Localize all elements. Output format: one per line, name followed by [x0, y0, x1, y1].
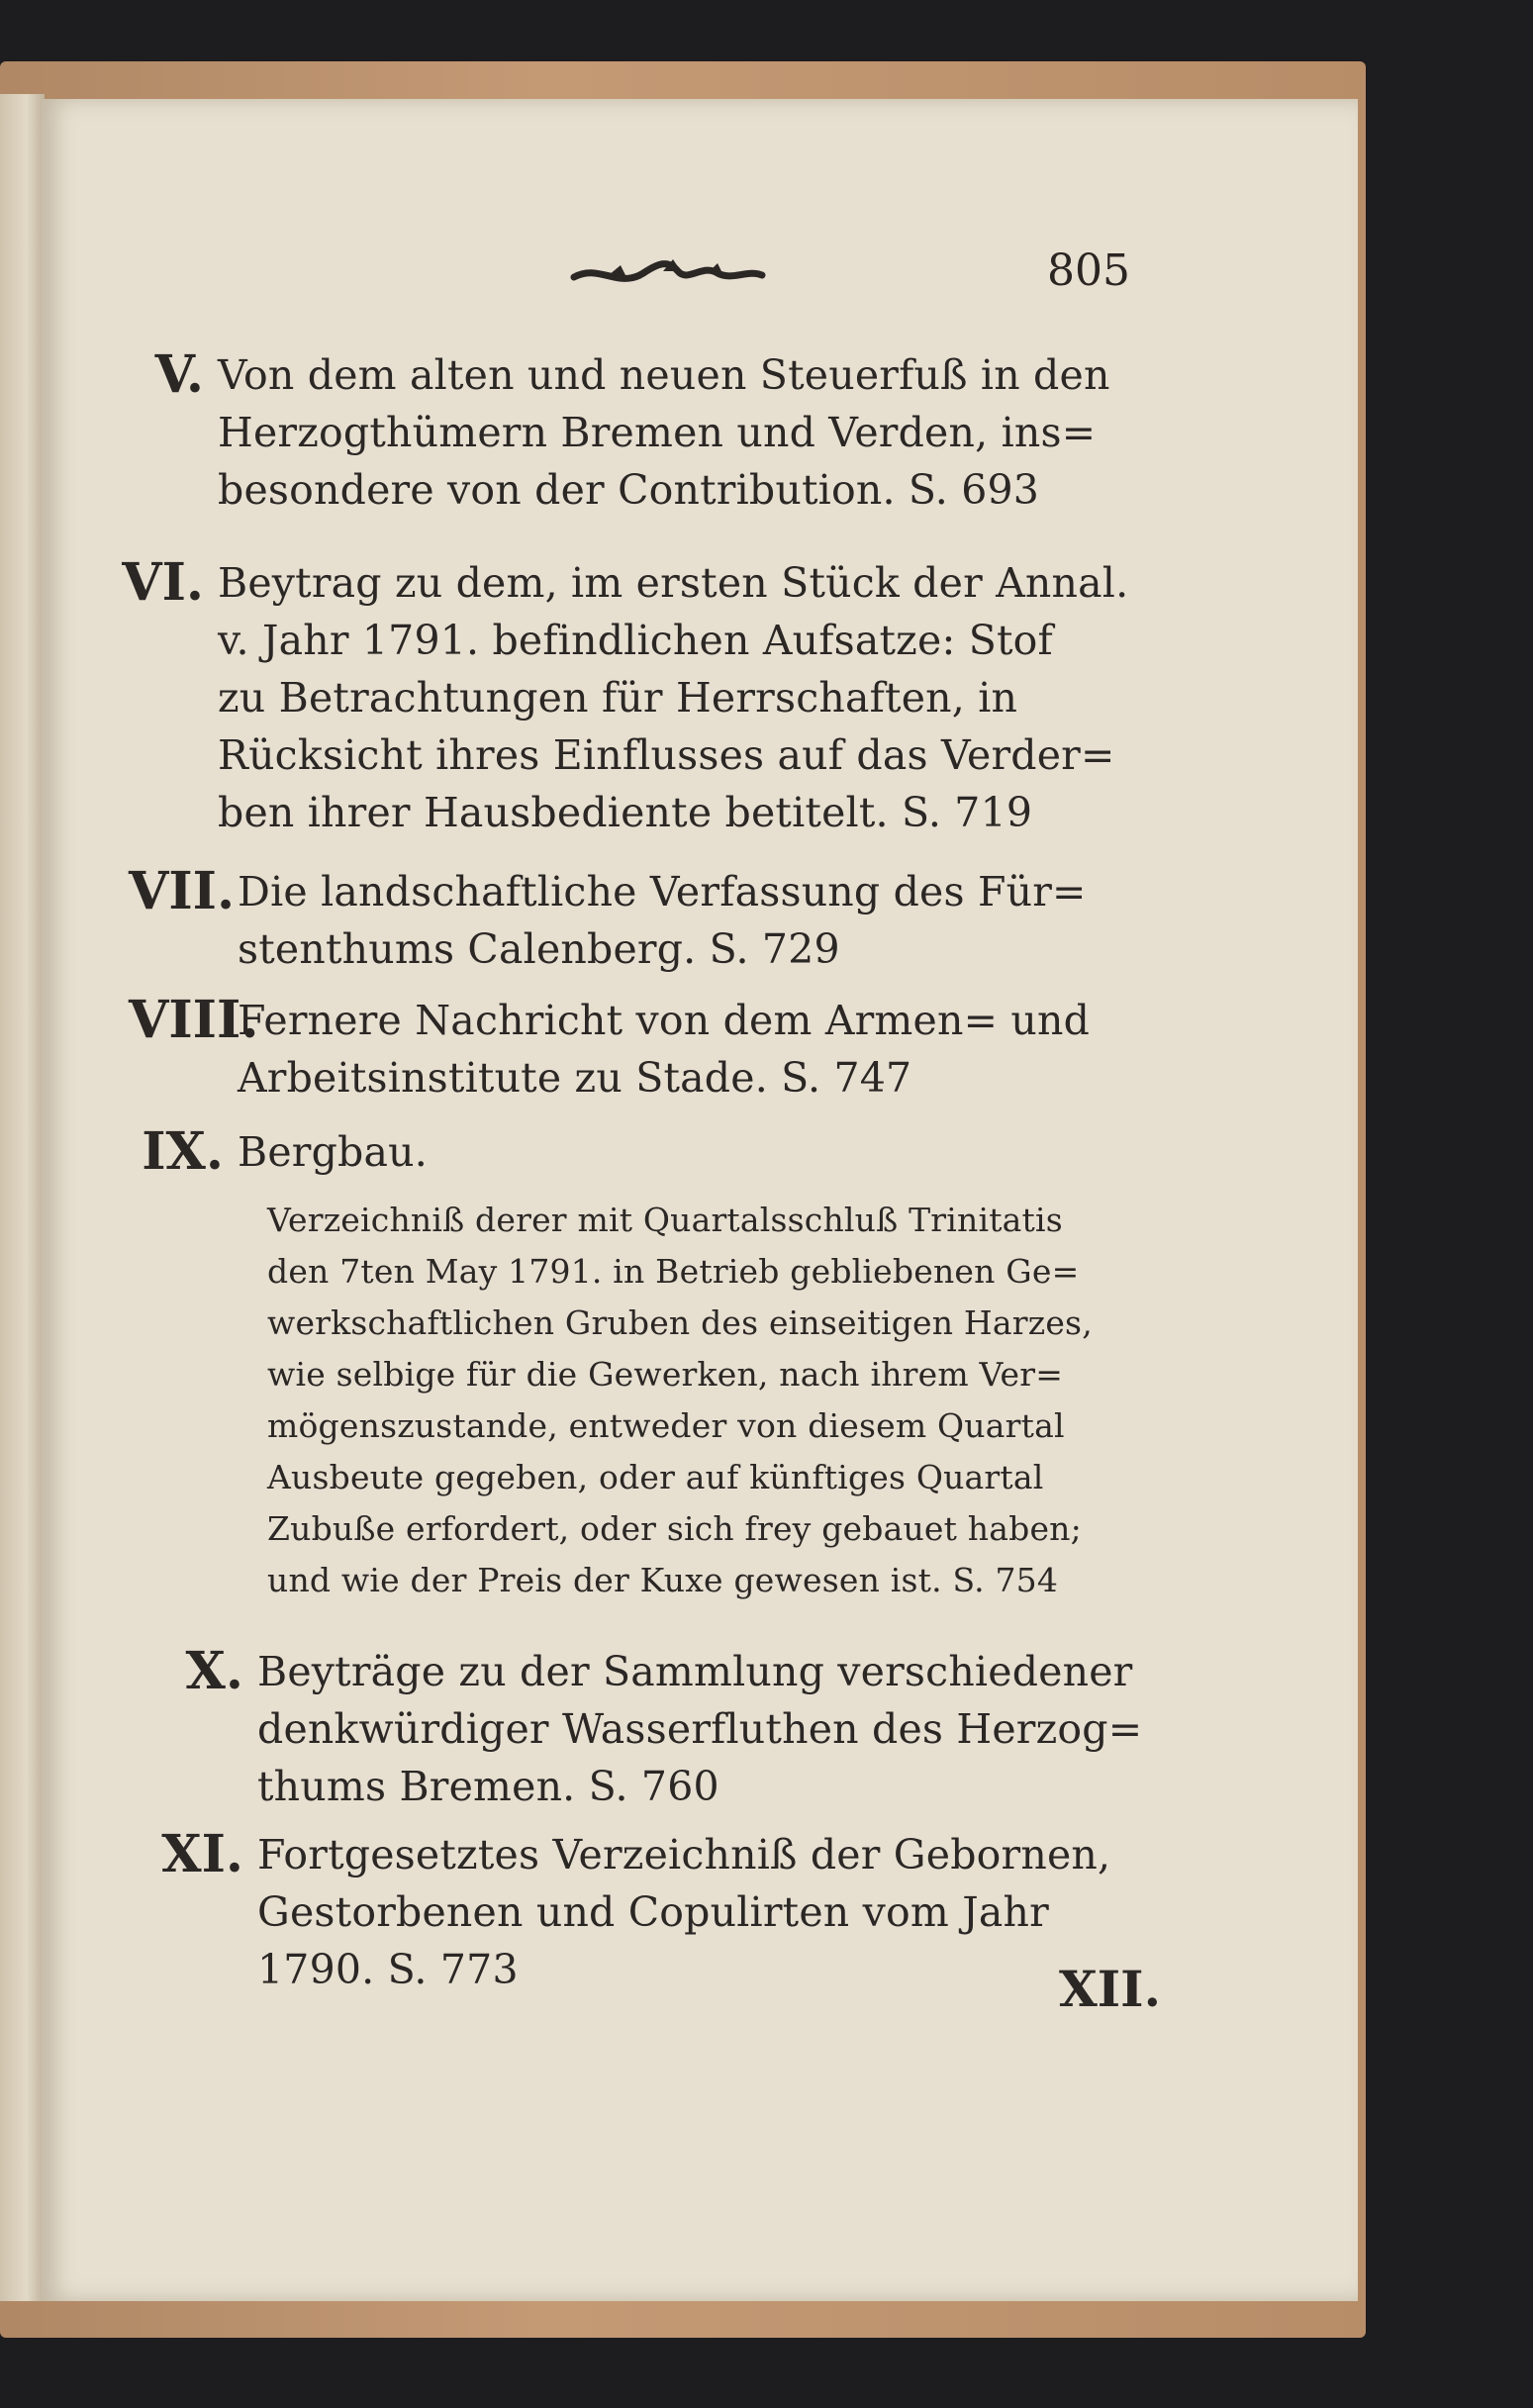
- entry-line: Herzogthümern Bremen und Verden, ins=: [218, 409, 1097, 456]
- page-number: 805: [1047, 245, 1130, 296]
- entry-numeral: XI.: [161, 1824, 243, 1884]
- entry-numeral: IX.: [142, 1121, 224, 1182]
- entry-numeral: X.: [185, 1641, 243, 1701]
- entry-subtext: [267, 1195, 1163, 1606]
- entry-line: Beytrag zu dem, im ersten Stück der Annal.: [218, 559, 1129, 607]
- entry-line: Zubuße erfordert, oder sich frey gebauet haben;: [267, 1509, 1082, 1548]
- entry-text: [218, 346, 1138, 519]
- entry-line: zu Betrachtungen für Herrschaften, in: [218, 674, 1018, 722]
- entry-text: [238, 863, 1158, 978]
- ornament-icon: [569, 249, 767, 299]
- entry-line: Verzeichniß derer mit Quartalsschluß Trinitatis: [267, 1201, 1063, 1239]
- entry-line: 1790. S. 773: [257, 1946, 519, 1993]
- entry-line: Rücksicht ihres Einflusses auf das Verder=: [218, 731, 1115, 779]
- entry-line: ben ihrer Hausbediente betitelt. S. 719: [218, 789, 1033, 836]
- entry-line: werkschaftlichen Gruben des einseitigen Harzes,: [267, 1303, 1093, 1342]
- entry-line: Von dem alten und neuen Steuerfuß in den: [218, 351, 1110, 399]
- entry-text: [238, 992, 1158, 1107]
- entry-text: [218, 554, 1138, 841]
- entry-line: Bergbau.: [238, 1128, 428, 1176]
- entry-line: Die landschaftliche Verfassung des Für=: [238, 868, 1087, 915]
- entry-numeral: VII.: [129, 861, 236, 921]
- page-header: [0, 238, 1533, 317]
- entry-line: stenthums Calenberg. S. 729: [238, 925, 840, 973]
- entry-text: [257, 1826, 1178, 1998]
- entry-line: besondere von der Contribution. S. 693: [218, 466, 1040, 514]
- entry-line: denkwürdiger Wasserfluthen des Herzog=: [257, 1705, 1143, 1753]
- entry-line: Ausbeute gegeben, oder auf künftiges Quartal: [267, 1458, 1044, 1496]
- entry-line: Gestorbenen und Copulirten vom Jahr: [257, 1888, 1049, 1936]
- entry-numeral: V.: [154, 344, 204, 405]
- entry-line: Fortgesetztes Verzeichniß der Gebornen,: [257, 1831, 1111, 1878]
- entry-line: Beyträge zu der Sammlung verschiedener: [257, 1648, 1133, 1695]
- entry-line: mögenszustande, entweder von diesem Quartal: [267, 1406, 1065, 1445]
- catchword: XII.: [1059, 1960, 1161, 2018]
- entry-text: [238, 1123, 1163, 1181]
- entry-line: Arbeitsinstitute zu Stade. S. 747: [238, 1054, 912, 1102]
- entry-numeral: VIII.: [129, 990, 259, 1050]
- entry-numeral: VI.: [122, 552, 204, 613]
- entry-line: v. Jahr 1791. befindlichen Aufsatze: Stof: [218, 617, 1053, 664]
- entry-line: wie selbige für die Gewerken, nach ihrem Ver=: [267, 1355, 1064, 1394]
- entry-text: [257, 1643, 1168, 1815]
- entry-line: den 7ten May 1791. in Betrieb gebliebenen Ge=: [267, 1252, 1080, 1291]
- left-page-edge: [0, 94, 45, 2301]
- entry-line: und wie der Preis der Kuxe gewesen ist. S. 754: [267, 1561, 1059, 1599]
- entry-line: Fernere Nachricht von dem Armen= und: [238, 997, 1091, 1044]
- entry-line: thums Bremen. S. 760: [257, 1763, 719, 1810]
